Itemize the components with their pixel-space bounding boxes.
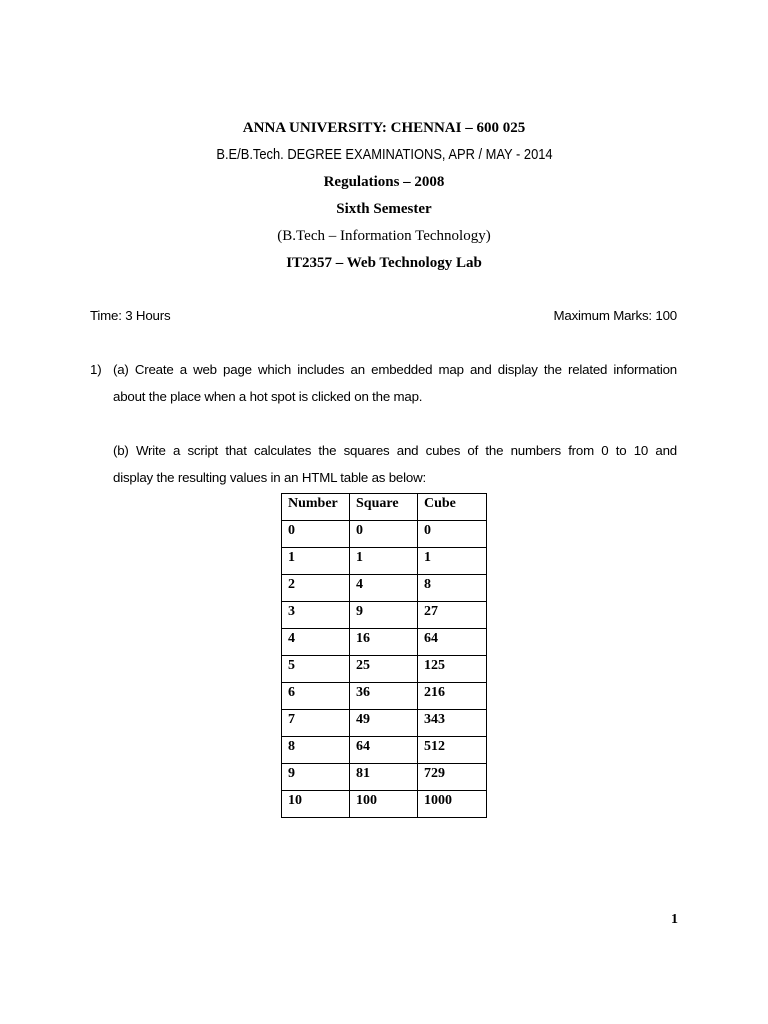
question-part-b — [113, 437, 677, 491]
cell-number: 3 — [282, 602, 350, 629]
cell-cube: 0 — [418, 521, 487, 548]
question-number: 1) — [90, 362, 102, 377]
table-row — [282, 764, 487, 791]
table-row — [282, 629, 487, 656]
cell-number: 8 — [282, 737, 350, 764]
cell-square: 1 — [350, 548, 418, 575]
question-part-a — [113, 356, 677, 410]
max-marks-label: Maximum Marks: 100 — [553, 308, 677, 323]
cell-square: 81 — [350, 764, 418, 791]
table-row — [282, 548, 487, 575]
table-row — [282, 737, 487, 764]
cell-square: 49 — [350, 710, 418, 737]
cell-square: 64 — [350, 737, 418, 764]
cell-cube: 64 — [418, 629, 487, 656]
table-row — [282, 575, 487, 602]
cell-square: 25 — [350, 656, 418, 683]
cell-square: 36 — [350, 683, 418, 710]
header-number: Number — [282, 494, 350, 521]
header-square: Square — [350, 494, 418, 521]
semester-label: Sixth Semester — [336, 201, 432, 217]
cell-cube: 1000 — [418, 791, 487, 818]
page-number: 1 — [671, 912, 678, 927]
regulations-label: Regulations – 2008 — [323, 174, 445, 190]
course-title: IT2357 – Web Technology Lab — [286, 255, 482, 271]
cell-number: 5 — [282, 656, 350, 683]
part-b-line1: (b) Write a script that calculates the squares and cubes of the numbers from 0 to 10 and — [113, 443, 677, 458]
cell-cube: 1 — [418, 548, 487, 575]
cell-number: 7 — [282, 710, 350, 737]
exam-title — [0, 146, 768, 164]
cell-square: 9 — [350, 602, 418, 629]
part-a-line2: about the place when a hot spot is clicked on the map. — [113, 389, 423, 404]
table-row — [282, 521, 487, 548]
cell-square: 16 — [350, 629, 418, 656]
cell-cube: 729 — [418, 764, 487, 791]
table-row — [282, 656, 487, 683]
header-cube: Cube — [418, 494, 487, 521]
cell-number: 2 — [282, 575, 350, 602]
cell-number: 10 — [282, 791, 350, 818]
cell-number: 0 — [282, 521, 350, 548]
table-row — [282, 710, 487, 737]
squares-cubes-table — [281, 493, 487, 818]
part-b-line2: display the resulting values in an HTML table as below: — [113, 470, 426, 485]
cell-number: 9 — [282, 764, 350, 791]
cell-number: 1 — [282, 548, 350, 575]
cell-cube: 216 — [418, 683, 487, 710]
branch-label: (B.Tech – Information Technology) — [277, 228, 491, 244]
cell-square: 4 — [350, 575, 418, 602]
cell-square: 100 — [350, 791, 418, 818]
cell-cube: 125 — [418, 656, 487, 683]
table-row — [282, 683, 487, 710]
cell-cube: 27 — [418, 602, 487, 629]
cell-cube: 343 — [418, 710, 487, 737]
cell-number: 4 — [282, 629, 350, 656]
table-row — [282, 791, 487, 818]
part-a-line1: (a) Create a web page which includes an embedded map and display the related information — [113, 362, 677, 377]
cell-number: 6 — [282, 683, 350, 710]
cell-cube: 8 — [418, 575, 487, 602]
university-title: ANNA UNIVERSITY: CHENNAI – 600 025 — [242, 120, 526, 136]
table-row — [282, 602, 487, 629]
cell-cube: 512 — [418, 737, 487, 764]
cell-square: 0 — [350, 521, 418, 548]
table-header-row — [282, 494, 487, 521]
time-label: Time: 3 Hours — [90, 308, 171, 323]
exam-title-text: B.E/B.Tech. DEGREE EXAMINATIONS, APR / MAY - 2014 — [215, 146, 553, 163]
